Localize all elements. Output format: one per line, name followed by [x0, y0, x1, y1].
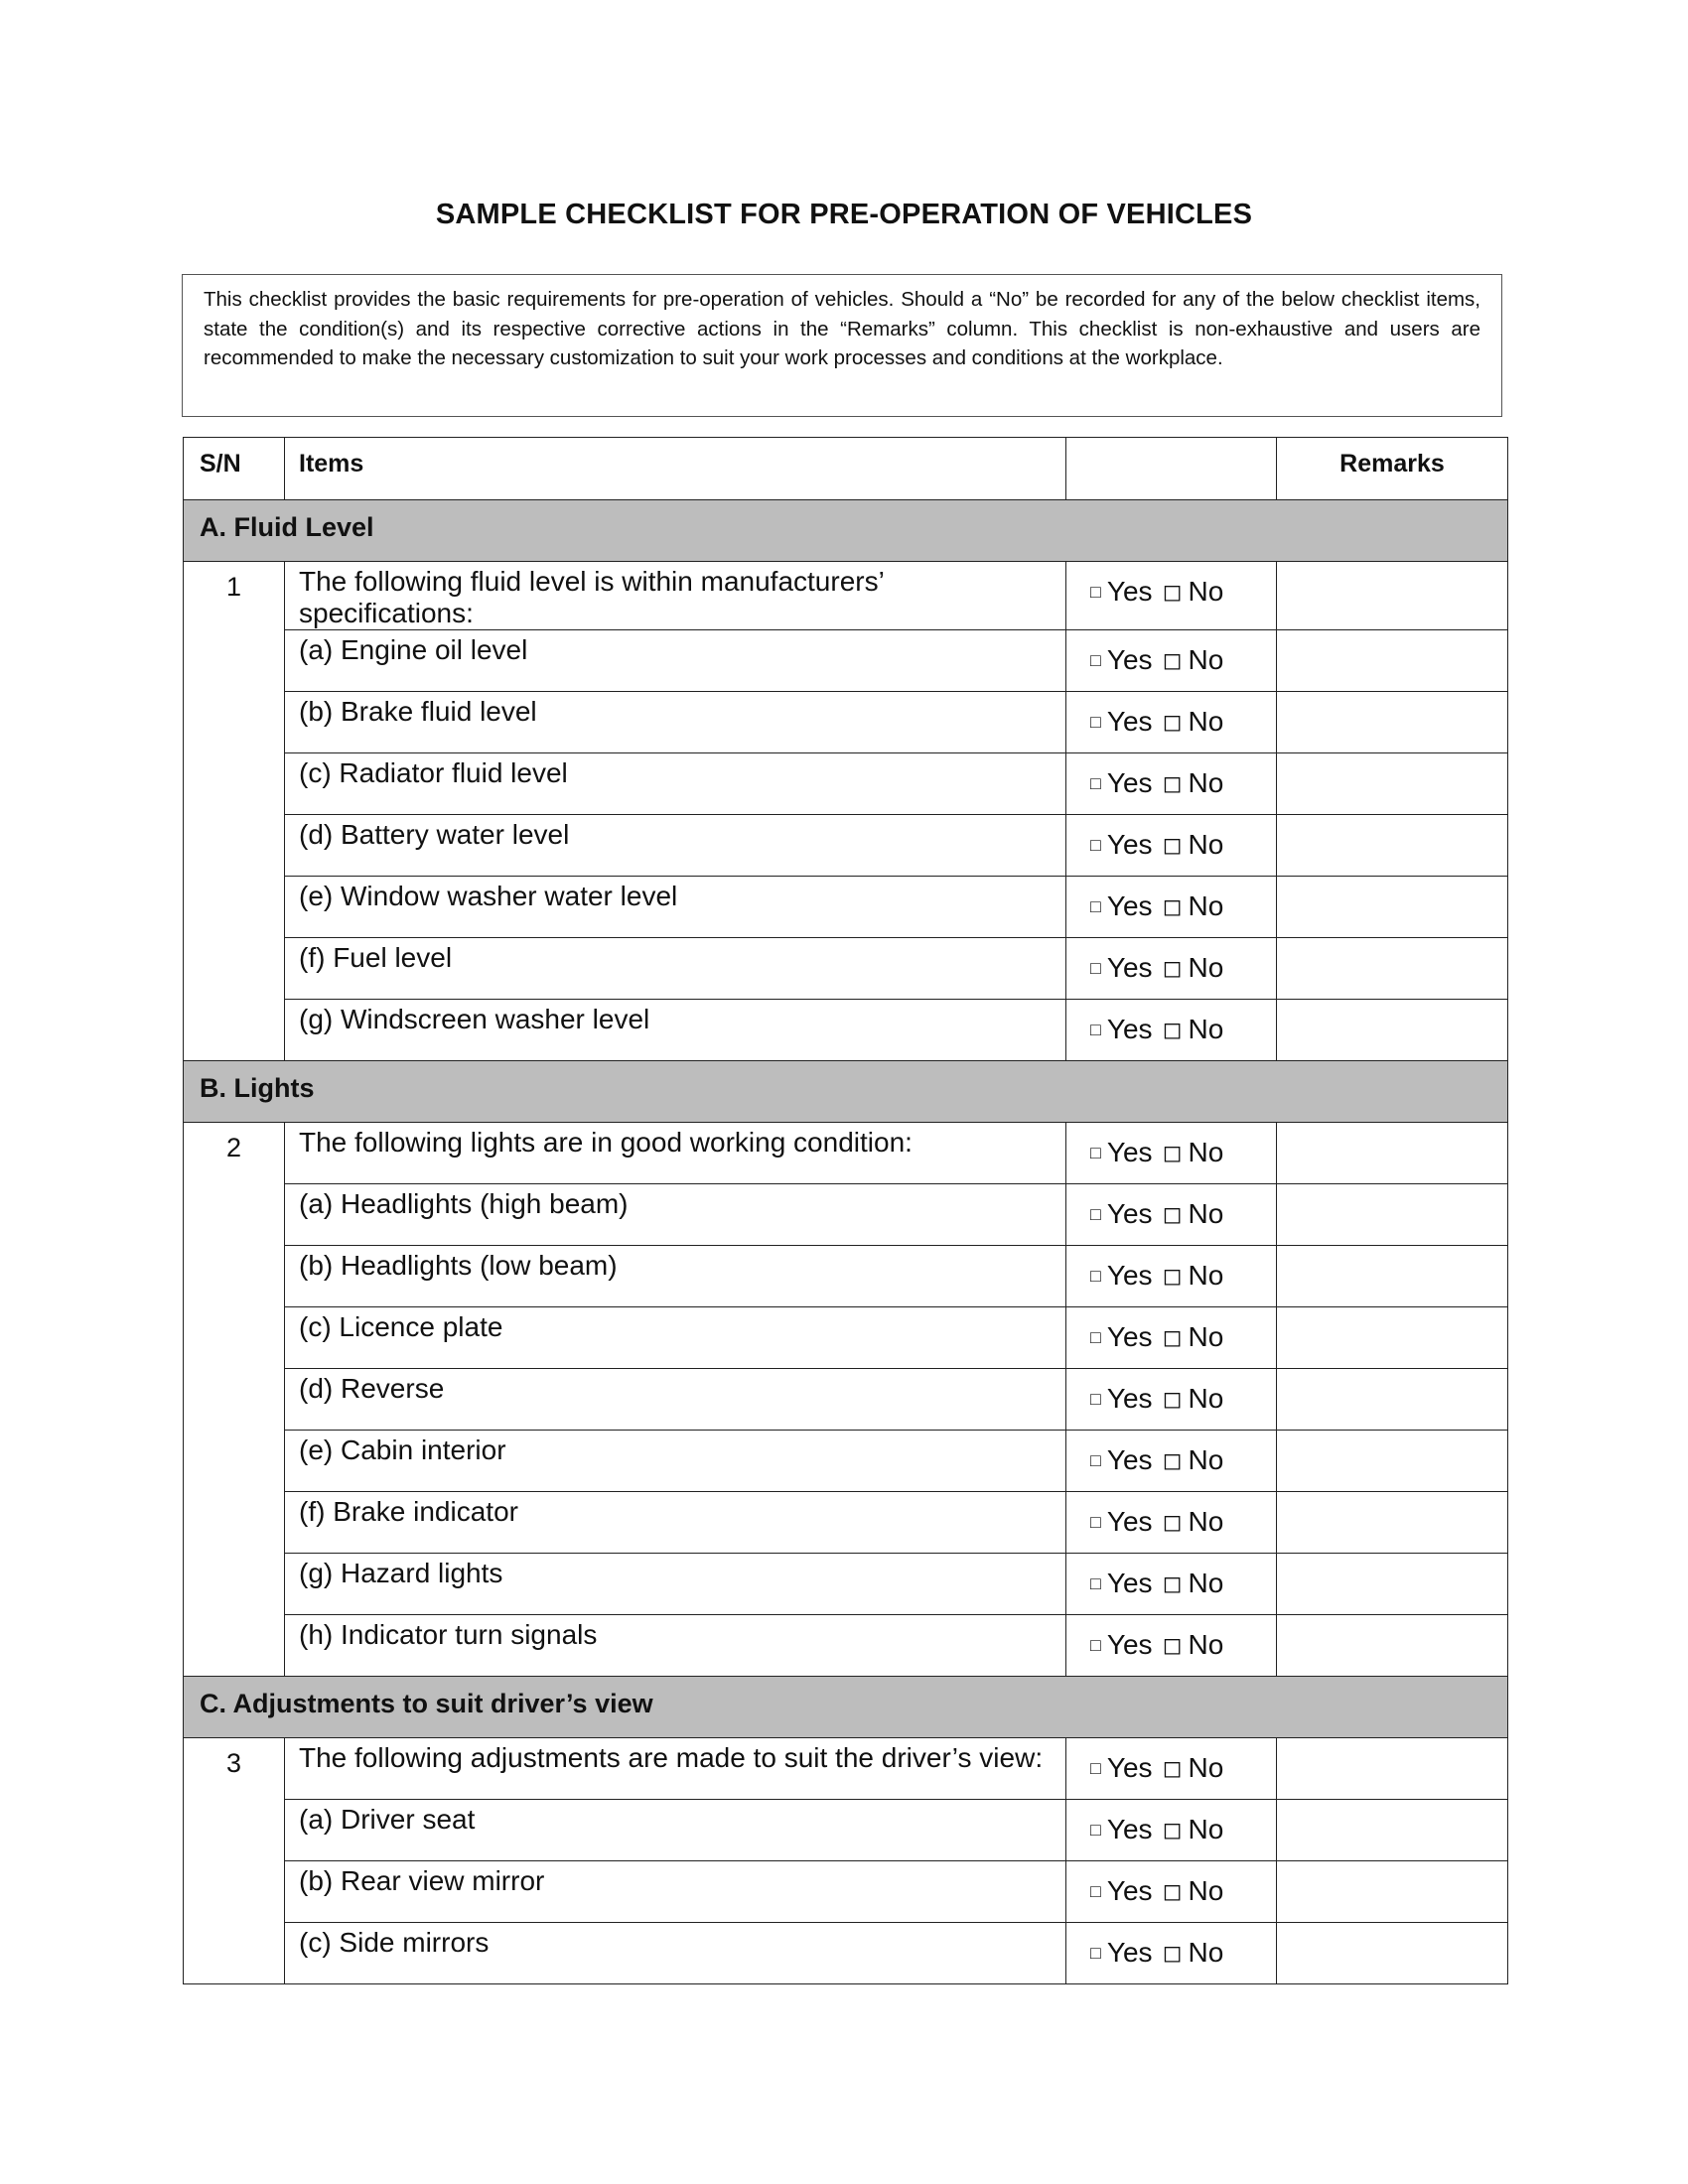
no-checkbox-icon[interactable]: ◻: [1162, 1201, 1183, 1228]
no-checkbox-icon[interactable]: ◻: [1162, 1263, 1183, 1290]
yes-no-cell: [1066, 1800, 1277, 1861]
remarks-cell[interactable]: [1277, 1800, 1508, 1861]
yes-label: Yes: [1106, 1444, 1153, 1475]
item-text: (d) Battery water level: [285, 815, 1066, 877]
section-header-row: [184, 500, 1508, 562]
checklist-item-row: [184, 1800, 1508, 1861]
yes-no-cell: [1066, 1246, 1277, 1307]
checklist-item-row: [184, 1492, 1508, 1554]
section-title: B. Lights: [184, 1061, 1508, 1123]
section-header-row: [184, 1061, 1508, 1123]
remarks-cell[interactable]: [1277, 753, 1508, 815]
yes-label: Yes: [1106, 1260, 1153, 1291]
yes-no-cell: [1066, 1492, 1277, 1554]
yes-label: Yes: [1106, 1568, 1153, 1598]
yes-checkbox-icon[interactable]: □: [1090, 1943, 1101, 1963]
yes-no-cell: [1066, 1123, 1277, 1184]
no-checkbox-icon[interactable]: ◻: [1162, 1632, 1183, 1659]
yes-label: Yes: [1106, 644, 1153, 675]
no-label: No: [1188, 1937, 1224, 1968]
remarks-cell[interactable]: [1277, 938, 1508, 1000]
no-checkbox-icon[interactable]: ◻: [1162, 893, 1183, 920]
yes-checkbox-icon[interactable]: □: [1090, 1327, 1101, 1347]
header-check: [1066, 438, 1277, 500]
checklist-item-row: [184, 753, 1508, 815]
yes-label: Yes: [1106, 706, 1153, 737]
item-text: (g) Hazard lights: [285, 1554, 1066, 1615]
no-checkbox-icon[interactable]: ◻: [1162, 1017, 1183, 1043]
item-text: (a) Engine oil level: [285, 630, 1066, 692]
yes-checkbox-icon[interactable]: □: [1090, 1635, 1101, 1655]
checklist-item-row: [184, 1000, 1508, 1061]
yes-label: Yes: [1106, 1629, 1153, 1660]
item-text: (g) Windscreen washer level: [285, 1000, 1066, 1061]
remarks-cell[interactable]: [1277, 630, 1508, 692]
serial-number: 1: [184, 562, 285, 1061]
yes-no-cell: [1066, 1861, 1277, 1923]
yes-checkbox-icon[interactable]: □: [1090, 1450, 1101, 1470]
yes-checkbox-icon[interactable]: □: [1090, 896, 1101, 916]
remarks-cell[interactable]: [1277, 1307, 1508, 1369]
checklist-item-row: [184, 1246, 1508, 1307]
yes-label: Yes: [1106, 952, 1153, 983]
yes-label: Yes: [1106, 1321, 1153, 1352]
yes-no-cell: [1066, 938, 1277, 1000]
section-title: C. Adjustments to suit driver’s view: [184, 1677, 1508, 1738]
yes-checkbox-icon[interactable]: □: [1090, 773, 1101, 793]
no-label: No: [1188, 1137, 1224, 1167]
no-label: No: [1188, 890, 1224, 921]
document-title: SAMPLE CHECKLIST FOR PRE-OPERATION OF VEHICLES: [435, 199, 1253, 230]
no-checkbox-icon[interactable]: ◻: [1162, 579, 1183, 606]
yes-label: Yes: [1106, 1937, 1153, 1968]
no-label: No: [1188, 767, 1224, 798]
remarks-cell[interactable]: [1277, 1738, 1508, 1800]
yes-label: Yes: [1106, 1814, 1153, 1844]
checklist-item-row: [184, 630, 1508, 692]
yes-no-cell: [1066, 630, 1277, 692]
yes-label: Yes: [1106, 1752, 1153, 1783]
checklist-item-row: [184, 1554, 1508, 1615]
no-checkbox-icon[interactable]: ◻: [1162, 1324, 1183, 1351]
item-text: (c) Licence plate: [285, 1307, 1066, 1369]
yes-no-cell: [1066, 815, 1277, 877]
no-checkbox-icon[interactable]: ◻: [1162, 1878, 1183, 1905]
no-label: No: [1188, 1506, 1224, 1537]
no-label: No: [1188, 576, 1224, 607]
item-text: (b) Rear view mirror: [285, 1861, 1066, 1923]
remarks-cell[interactable]: [1277, 1554, 1508, 1615]
no-checkbox-icon[interactable]: ◻: [1162, 832, 1183, 859]
yes-no-cell: [1066, 1307, 1277, 1369]
checklist-item-row: [184, 1861, 1508, 1923]
intro-box: [182, 274, 1502, 417]
item-text: (h) Indicator turn signals: [285, 1615, 1066, 1677]
no-label: No: [1188, 1568, 1224, 1598]
no-label: No: [1188, 1752, 1224, 1783]
checklist-item-row: [184, 1184, 1508, 1246]
yes-no-cell: [1066, 1000, 1277, 1061]
yes-label: Yes: [1106, 1014, 1153, 1044]
item-text: The following lights are in good working condition:: [285, 1123, 1066, 1184]
yes-no-cell: [1066, 753, 1277, 815]
section-title: A. Fluid Level: [184, 500, 1508, 562]
yes-checkbox-icon[interactable]: □: [1090, 1820, 1101, 1840]
no-label: No: [1188, 829, 1224, 860]
no-label: No: [1188, 1383, 1224, 1414]
section-header-row: [184, 1677, 1508, 1738]
yes-label: Yes: [1106, 767, 1153, 798]
item-text: (e) Cabin interior: [285, 1431, 1066, 1492]
checklist-item-row: [184, 815, 1508, 877]
remarks-cell[interactable]: [1277, 1246, 1508, 1307]
item-text: (d) Reverse: [285, 1369, 1066, 1431]
remarks-cell[interactable]: [1277, 562, 1508, 630]
yes-label: Yes: [1106, 829, 1153, 860]
checklist-item-row: [184, 1123, 1508, 1184]
item-text: (f) Fuel level: [285, 938, 1066, 1000]
no-label: No: [1188, 644, 1224, 675]
remarks-cell[interactable]: [1277, 1492, 1508, 1554]
yes-label: Yes: [1106, 1506, 1153, 1537]
yes-label: Yes: [1106, 1875, 1153, 1906]
yes-checkbox-icon[interactable]: □: [1090, 958, 1101, 978]
yes-no-cell: [1066, 692, 1277, 753]
yes-no-cell: [1066, 1431, 1277, 1492]
checklist-item-row: [184, 692, 1508, 753]
no-checkbox-icon[interactable]: ◻: [1162, 1447, 1183, 1474]
yes-checkbox-icon[interactable]: □: [1090, 712, 1101, 732]
header-row: [184, 438, 1508, 500]
no-label: No: [1188, 1629, 1224, 1660]
remarks-cell[interactable]: [1277, 1123, 1508, 1184]
checklist-item-row: [184, 1738, 1508, 1800]
yes-no-cell: [1066, 1615, 1277, 1677]
yes-no-cell: [1066, 1923, 1277, 1984]
remarks-cell[interactable]: [1277, 815, 1508, 877]
item-text: (b) Headlights (low beam): [285, 1246, 1066, 1307]
no-label: No: [1188, 1814, 1224, 1844]
header-items: Items: [285, 438, 1066, 500]
no-label: No: [1188, 1014, 1224, 1044]
yes-checkbox-icon[interactable]: □: [1090, 1758, 1101, 1778]
yes-no-cell: [1066, 562, 1277, 630]
checklist-item-row: [184, 938, 1508, 1000]
item-text: (c) Radiator fluid level: [285, 753, 1066, 815]
remarks-cell[interactable]: [1277, 1369, 1508, 1431]
checklist-item-row: [184, 1923, 1508, 1984]
yes-no-cell: [1066, 877, 1277, 938]
yes-checkbox-icon[interactable]: □: [1090, 1266, 1101, 1286]
no-checkbox-icon[interactable]: ◻: [1162, 770, 1183, 797]
remarks-cell[interactable]: [1277, 1861, 1508, 1923]
yes-checkbox-icon[interactable]: □: [1090, 1020, 1101, 1039]
no-label: No: [1188, 1875, 1224, 1906]
no-checkbox-icon[interactable]: ◻: [1162, 709, 1183, 736]
yes-no-cell: [1066, 1369, 1277, 1431]
remarks-cell[interactable]: [1277, 877, 1508, 938]
intro-text: This checklist provides the basic requirements for pre-operation of vehicles. Should a “No” be recorded for any of the below checklist items, state the condition(s) and its respective corrective actions in the “Remarks” column. This checklist is non-exhaustive and users are recommended to make the necessary customization to suit your work processes and conditions at the workplace.: [204, 288, 1480, 369]
remarks-cell[interactable]: [1277, 1000, 1508, 1061]
serial-number: 3: [184, 1738, 285, 1984]
no-label: No: [1188, 1198, 1224, 1229]
header-sn: S/N: [184, 438, 285, 500]
no-label: No: [1188, 952, 1224, 983]
remarks-cell[interactable]: [1277, 1431, 1508, 1492]
checklist-table: [183, 437, 1508, 1984]
checklist-item-row: [184, 1369, 1508, 1431]
no-checkbox-icon[interactable]: ◻: [1162, 1570, 1183, 1597]
remarks-cell[interactable]: [1277, 692, 1508, 753]
yes-checkbox-icon[interactable]: □: [1090, 1204, 1101, 1224]
no-checkbox-icon[interactable]: ◻: [1162, 1817, 1183, 1843]
checklist-item-row: [184, 1615, 1508, 1677]
item-text: (c) Side mirrors: [285, 1923, 1066, 1984]
remarks-cell[interactable]: [1277, 1184, 1508, 1246]
checklist-item-row: [184, 1307, 1508, 1369]
yes-label: Yes: [1106, 1137, 1153, 1167]
yes-checkbox-icon[interactable]: □: [1090, 1389, 1101, 1409]
yes-label: Yes: [1106, 890, 1153, 921]
no-checkbox-icon[interactable]: ◻: [1162, 1140, 1183, 1166]
yes-no-cell: [1066, 1738, 1277, 1800]
item-text: (a) Driver seat: [285, 1800, 1066, 1861]
remarks-cell[interactable]: [1277, 1615, 1508, 1677]
no-checkbox-icon[interactable]: ◻: [1162, 1755, 1183, 1782]
header-remarks: Remarks: [1277, 438, 1508, 500]
item-text: (a) Headlights (high beam): [285, 1184, 1066, 1246]
remarks-cell[interactable]: [1277, 1923, 1508, 1984]
serial-number: 2: [184, 1123, 285, 1677]
yes-checkbox-icon[interactable]: □: [1090, 1512, 1101, 1532]
checklist-item-row: [184, 877, 1508, 938]
yes-checkbox-icon[interactable]: □: [1090, 1881, 1101, 1901]
item-text: The following fluid level is within manufacturers’ specifications:: [285, 562, 1066, 630]
no-label: No: [1188, 706, 1224, 737]
yes-checkbox-icon[interactable]: □: [1090, 835, 1101, 855]
no-checkbox-icon[interactable]: ◻: [1162, 1509, 1183, 1536]
yes-label: Yes: [1106, 1198, 1153, 1229]
no-checkbox-icon[interactable]: ◻: [1162, 955, 1183, 982]
item-text: The following adjustments are made to suit the driver’s view:: [285, 1738, 1066, 1800]
yes-checkbox-icon[interactable]: □: [1090, 1573, 1101, 1593]
checklist-item-row: [184, 1431, 1508, 1492]
item-text: (b) Brake fluid level: [285, 692, 1066, 753]
yes-no-cell: [1066, 1554, 1277, 1615]
yes-checkbox-icon[interactable]: □: [1090, 582, 1101, 602]
no-label: No: [1188, 1260, 1224, 1291]
item-text: (e) Window washer water level: [285, 877, 1066, 938]
item-text: (f) Brake indicator: [285, 1492, 1066, 1554]
no-checkbox-icon[interactable]: ◻: [1162, 647, 1183, 674]
yes-checkbox-icon[interactable]: □: [1090, 1143, 1101, 1162]
no-checkbox-icon[interactable]: ◻: [1162, 1940, 1183, 1967]
checklist-item-row: [184, 562, 1508, 630]
yes-label: Yes: [1106, 1383, 1153, 1414]
no-label: No: [1188, 1321, 1224, 1352]
yes-checkbox-icon[interactable]: □: [1090, 650, 1101, 670]
yes-no-cell: [1066, 1184, 1277, 1246]
yes-label: Yes: [1106, 576, 1153, 607]
no-checkbox-icon[interactable]: ◻: [1162, 1386, 1183, 1413]
no-label: No: [1188, 1444, 1224, 1475]
